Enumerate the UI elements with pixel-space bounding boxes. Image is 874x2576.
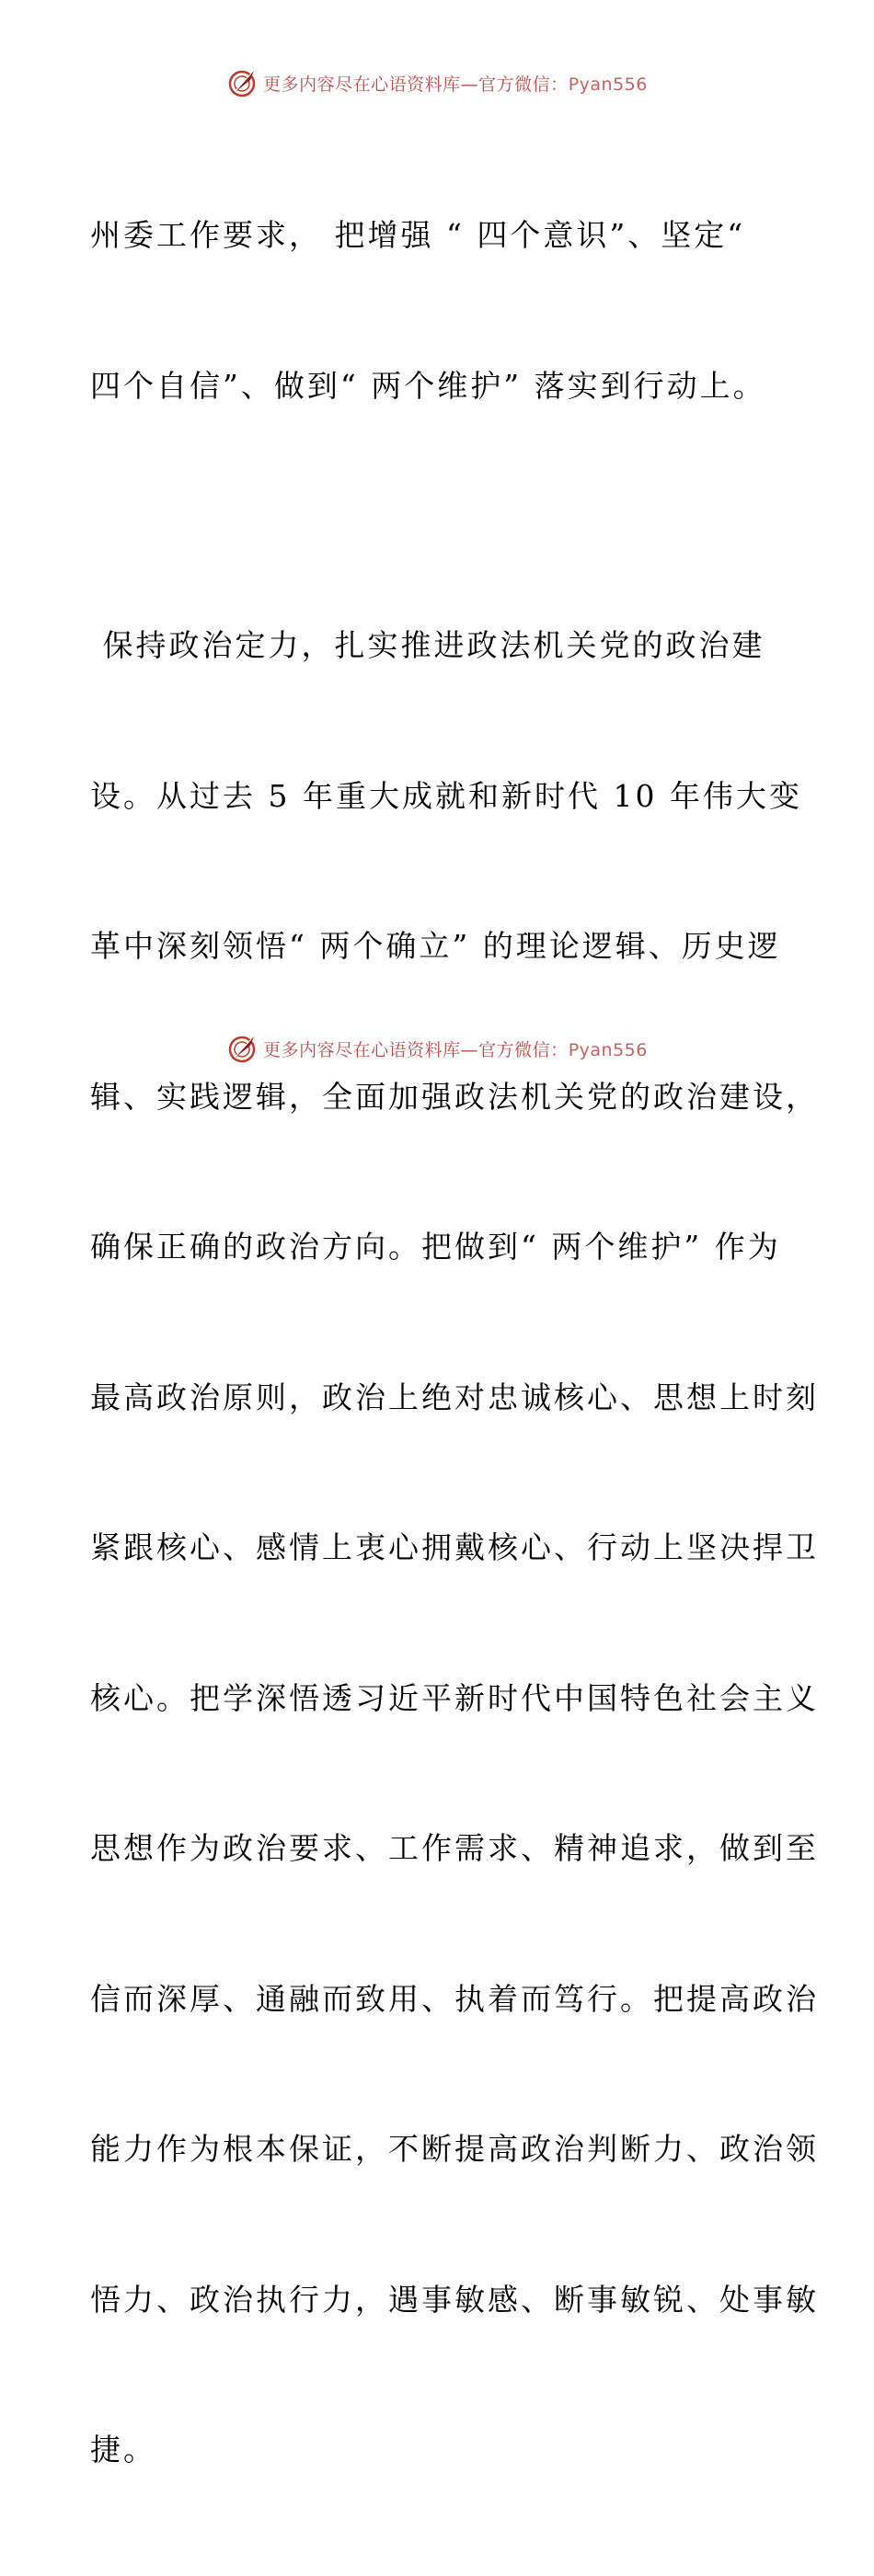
watermark-dash: — [460,74,479,95]
text-line: 核心。把学深悟透习近平新时代中国特色社会主义 [90,1679,819,1716]
text-line: 悟力、政治执行力，遇事敏感、断事敏锐、处事敏 [90,2281,819,2318]
header-watermark [0,64,874,101]
text-line: 确保正确的政治方向。把做到“ 两个维护” 作为 [90,1229,781,1265]
text-line: 思想作为政治要求、工作需求、精神追求，做到至 [90,1830,819,1866]
watermark-text [263,71,648,96]
text-line: 捷。 [90,2432,156,2467]
watermark-wechat-id: Pyan556 [568,74,648,95]
watermark-text [263,1036,648,1061]
watermark-cn: 更多内容尽在心语资料库 [263,1039,461,1060]
text-line: 辑、实践逻辑，全面加强政法机关党的政治建设， [90,1078,819,1115]
paragraph-2 [90,521,819,2576]
quill-logo-icon [226,67,258,98]
watermark-official: 官方微信： [478,74,569,95]
paragraph-1 [90,110,789,511]
text-line: 最高政治原则，政治上绝对忠诚核心、思想上时刻 [90,1379,819,1415]
text-line: 能力作为根本保证，不断提高政治判断力、政治领 [90,2131,819,2167]
watermark-official: 官方微信： [478,1039,569,1060]
text-line: 州委工作要求， 把增强 “ 四个意识”、坚定“ [90,217,746,253]
text-line: 革中深刻领悟“ 两个确立” 的理论逻辑、历史逻 [90,928,781,964]
watermark-cn: 更多内容尽在心语资料库 [263,74,461,95]
text-line: 保持政治定力，扎实推进政法机关党的政治建 [90,627,765,663]
footer-watermark [0,1030,874,1067]
watermark-dash: — [460,1039,479,1060]
quill-logo-icon [226,1033,258,1064]
watermark-wechat-id: Pyan556 [568,1039,648,1060]
text-line: 紧跟核心、感情上衷心拥戴核心、行动上坚决捍卫 [90,1529,819,1565]
text-line: 信而深厚、通融而致用、执着而笃行。把提高政治 [90,1980,819,2017]
document-body [90,110,819,2576]
text-line: 设。从过去 5 年重大成就和新时代 10 年伟大变 [90,777,802,814]
text-line: 四个自信”、做到“ 两个维护” 落实到行动上。 [90,367,766,404]
